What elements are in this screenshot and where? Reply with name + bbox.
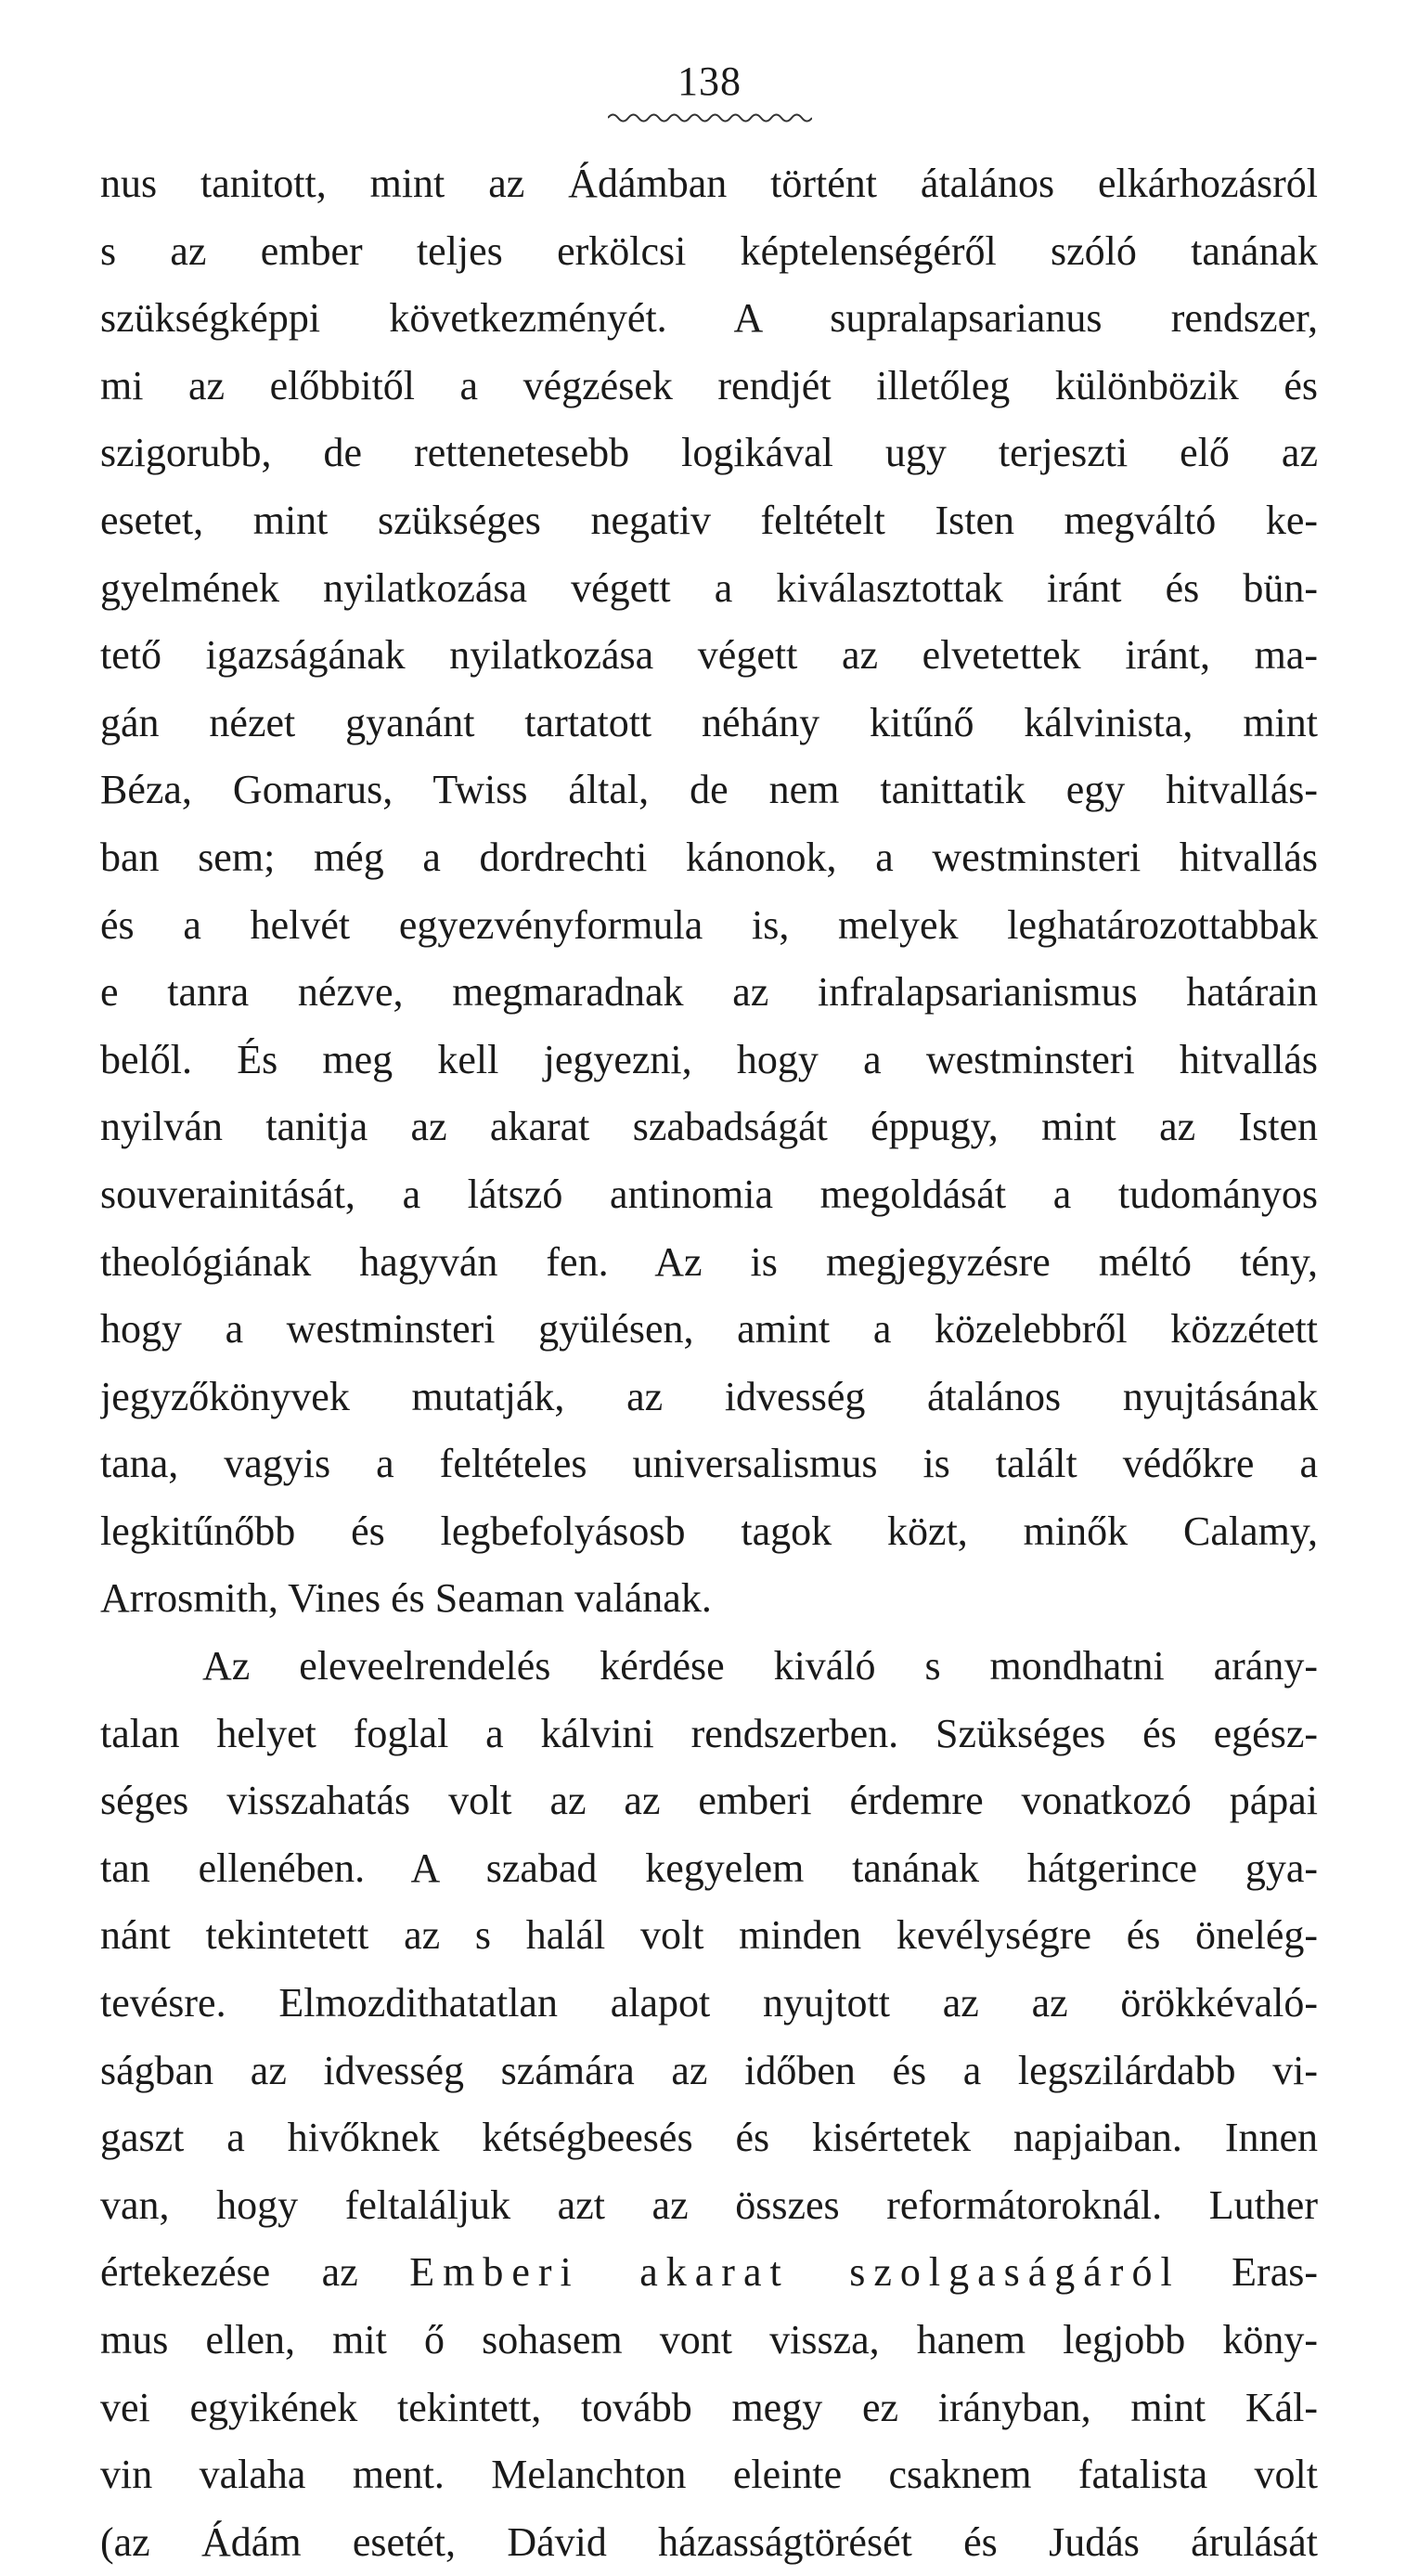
body-text [100,150,1318,2576]
text-segment: Eras- [1180,2249,1318,2296]
text-line: gyelmének nyilatkozása végett a kiválasztottak iránt és bün- [100,564,1318,611]
text-line: tan ellenében. A szabad kegyelem tanának hátgerince gya- [100,1845,1318,1891]
text-line: legkitűnőbb és legbefolyásosb tagok közt, minők Calamy, [100,1508,1318,1554]
text-line: gán nézet gyanánt tartatott néhány kitűnő kálvinista, mint [100,699,1318,745]
text-line [100,2239,1318,2307]
text-line: tető igazságának nyilatkozása végett az elvetettek iránt, ma- [100,632,1318,679]
text-line: ban sem; még a dordrechti kánonok, a westminsteri hitvallás [100,834,1318,880]
text-line: e tanra nézve, megmaradnak az infralapsarianismus határain [100,969,1318,1016]
text-line: souverainitását, a látszó antinomia megoldását a tudományos [100,1171,1318,1217]
text-line: van, hogy feltaláljuk azt az összes reformátoroknál. Luther [100,2181,1318,2228]
page-number: 138 [677,58,742,104]
text-line: tana, vagyis a feltételes universalismus is talált védőkre a [100,1441,1318,1487]
text-line: nyilván tanitja az akarat szabadságát éppugy, mint az Isten [100,1104,1318,1150]
text-segment: értekezése az [100,2249,410,2296]
wavy-rule-ornament [608,111,812,124]
text-line: Arrosmith, Vines és Seaman valának. [100,1575,712,1622]
text-line: mus ellen, mit ő sohasem vont vissza, hanem legjobb köny- [100,2317,1318,2362]
text-line: Az eleveelrendelés kérdése kiváló s mondhatni arány- [202,1643,1318,1689]
text-line: és a helvét egyezvényformula is, melyek leghatározottabbak [100,901,1318,948]
text-line: mi az előbbitől a végzések rendjét illetőleg különbözik és [100,362,1318,408]
text-line: jegyzőkönyvek mutatják, az idvesség átalános nyujtásának [100,1373,1318,1419]
text-line: talan helyet foglal a kálvini rendszerben. Szükséges és egész- [100,1710,1318,1756]
text-line: gaszt a hivőknek kétségbeesés és kisértetek napjaiban. Innen [100,2115,1318,2161]
text-line: theológiának hagyván fen. Az is megjegyzésre méltó tény, [100,1238,1318,1285]
text-line: esetet, mint szükséges negativ feltételt Isten megváltó ke- [100,497,1318,543]
text-line: vei egyikének tekintett, tovább megy ez irányban, mint Kál- [100,2384,1318,2430]
text-line: vin valaha ment. Melanchton eleinte csaknem fatalista volt [100,2452,1318,2498]
text-line: tevésre. Elmozdithatatlan alapot nyujtott az az örökkévaló- [100,1980,1318,2026]
text-line: hogy a westminsteri gyülésen, amint a közelebbről közzétett [100,1306,1318,1353]
text-line: szigorubb, de rettenetesebb logikával ugy terjeszti elő az [100,430,1318,476]
text-line: ságban az idvesség számára az időben és a legszilárdabb vi- [100,2047,1318,2093]
book-title-spaced: Emberi akarat szolgaságáról [409,2249,1180,2296]
text-line: Béza, Gomarus, Twiss által, de nem tanittatik egy hitvallás- [100,767,1318,813]
text-line: nánt tekintetett az s halál volt minden kevélységre és önelég- [100,1912,1318,1959]
text-line: s az ember teljes erkölcsi képtelenségéről szóló tanának [100,227,1318,274]
text-line: nus tanitott, mint az Ádámban történt átalános elkárhozásról [100,161,1318,206]
text-line: (az Ádám esetét, Dávid házasságtörését és Judás árulását [100,2518,1318,2565]
text-line: szükségképpi következményét. A supralapsarianus rendszer, [100,295,1318,342]
text-line: séges visszahatás volt az az emberi érdemre vonatkozó pápai [100,1778,1318,1824]
text-line: belől. És meg kell jegyezni, hogy a westminsteri hitvallás [100,1036,1318,1082]
